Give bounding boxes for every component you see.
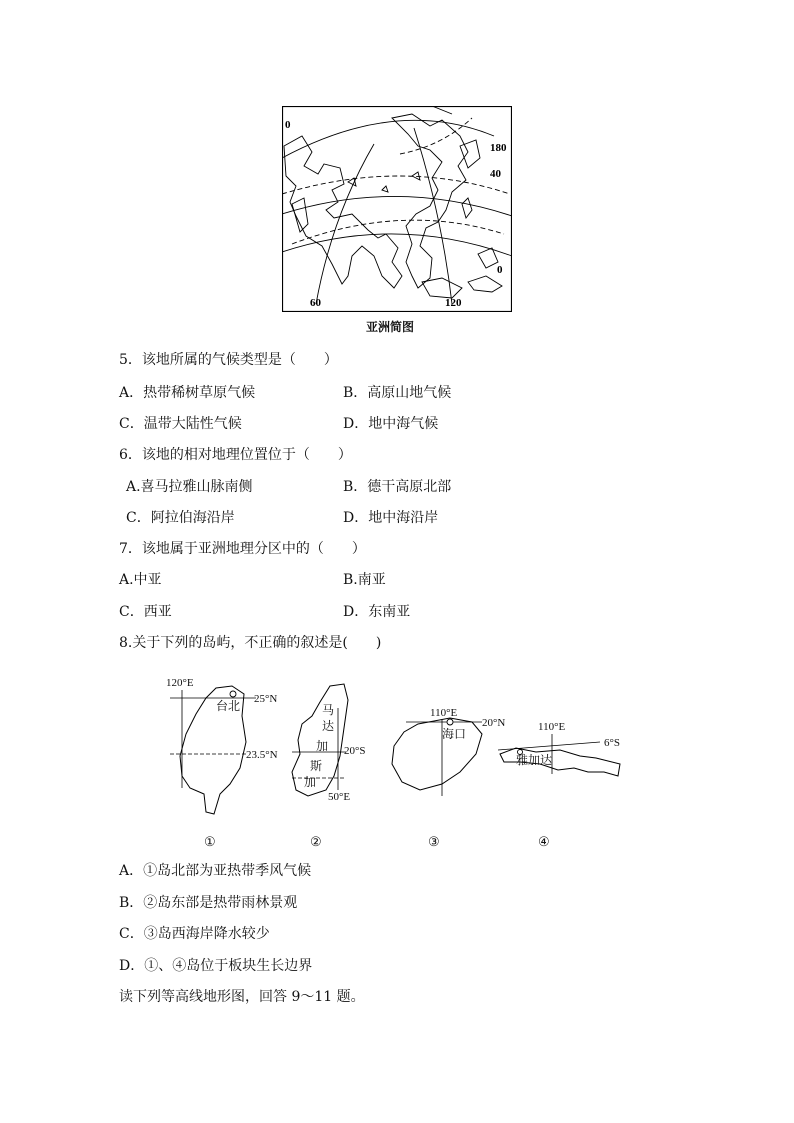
i3-lon-label: 110°E	[430, 707, 458, 719]
footer-instruction: 读下列等高线地形图，回答 9～11 题。	[119, 989, 365, 1005]
label-lat0: 0	[497, 264, 503, 276]
q8-option-c: C．③岛西海岸降水较少	[119, 926, 270, 942]
q6-option-d: D．地中海沿岸	[343, 510, 439, 526]
islands-figure	[160, 672, 640, 854]
i2-name-4: 斯	[310, 759, 323, 773]
q5-option-d: D．地中海气候	[343, 416, 439, 432]
i3-number: ③	[428, 834, 440, 849]
i1-lon-label: 120°E	[166, 677, 194, 689]
q5-option-a: A．热带稀树草原气候	[119, 385, 256, 401]
label-lon180: 180	[490, 142, 507, 154]
question-5-stem: 5．该地所属的气候类型是（ ）	[119, 352, 338, 368]
map-caption: 亚洲简图	[366, 320, 415, 334]
question-7-stem: 7．该地属于亚洲地理分区中的（ ）	[119, 541, 366, 557]
q7-option-d: D．东南亚	[343, 604, 411, 620]
i4-lon-label: 110°E	[538, 721, 566, 733]
q8-option-b: B．②岛东部是热带雨林景观	[119, 895, 298, 911]
i1-city-label: 台北	[216, 699, 241, 713]
i2-name-3: 加	[316, 739, 329, 753]
i2-number: ②	[310, 834, 322, 849]
i4-number: ④	[538, 834, 550, 849]
q5-option-b: B．高原山地气候	[343, 385, 452, 401]
q6-option-a: A.喜马拉雅山脉南侧	[126, 479, 253, 495]
label-lon0: 0	[285, 119, 291, 131]
i4-city-label: 雅加达	[516, 753, 553, 767]
q8-option-a: A．①岛北部为亚热带季风气候	[119, 863, 312, 879]
asia-map	[282, 106, 512, 312]
i3-city-label: 海口	[442, 727, 467, 741]
q7-option-b: B.南亚	[343, 572, 386, 588]
q5-option-c: C．温带大陆性气候	[119, 416, 242, 432]
q7-option-a: A.中亚	[119, 572, 162, 588]
q6-option-b: B．德干高原北部	[343, 479, 452, 495]
i2-lat-label: 20°S	[344, 745, 366, 757]
i4-lat-label: 6°S	[604, 737, 621, 749]
label-lon60: 60	[310, 297, 321, 309]
i2-name-5: 加	[304, 775, 317, 789]
question-8-stem: 8.关于下列的岛屿，不正确的叙述是( )	[119, 635, 382, 651]
i1-lat2-label: 23.5°N	[246, 749, 278, 761]
i2-lon-label: 50°E	[328, 791, 351, 803]
i1-lat1-label: 25°N	[254, 693, 278, 705]
i2-name-2: 达	[322, 719, 335, 733]
i1-number: ①	[204, 834, 216, 849]
q7-option-c: C．西亚	[119, 604, 172, 620]
label-lon120: 120	[445, 297, 462, 309]
q8-option-d: D．①、④岛位于板块生长边界	[119, 958, 313, 974]
question-6-stem: 6．该地的相对地理位置位于（ ）	[119, 447, 352, 463]
i3-lat-label: 20°N	[482, 717, 506, 729]
label-lat40: 40	[490, 168, 501, 180]
q6-option-c: C．阿拉伯海沿岸	[126, 510, 235, 526]
i2-name-1: 马	[322, 703, 335, 717]
